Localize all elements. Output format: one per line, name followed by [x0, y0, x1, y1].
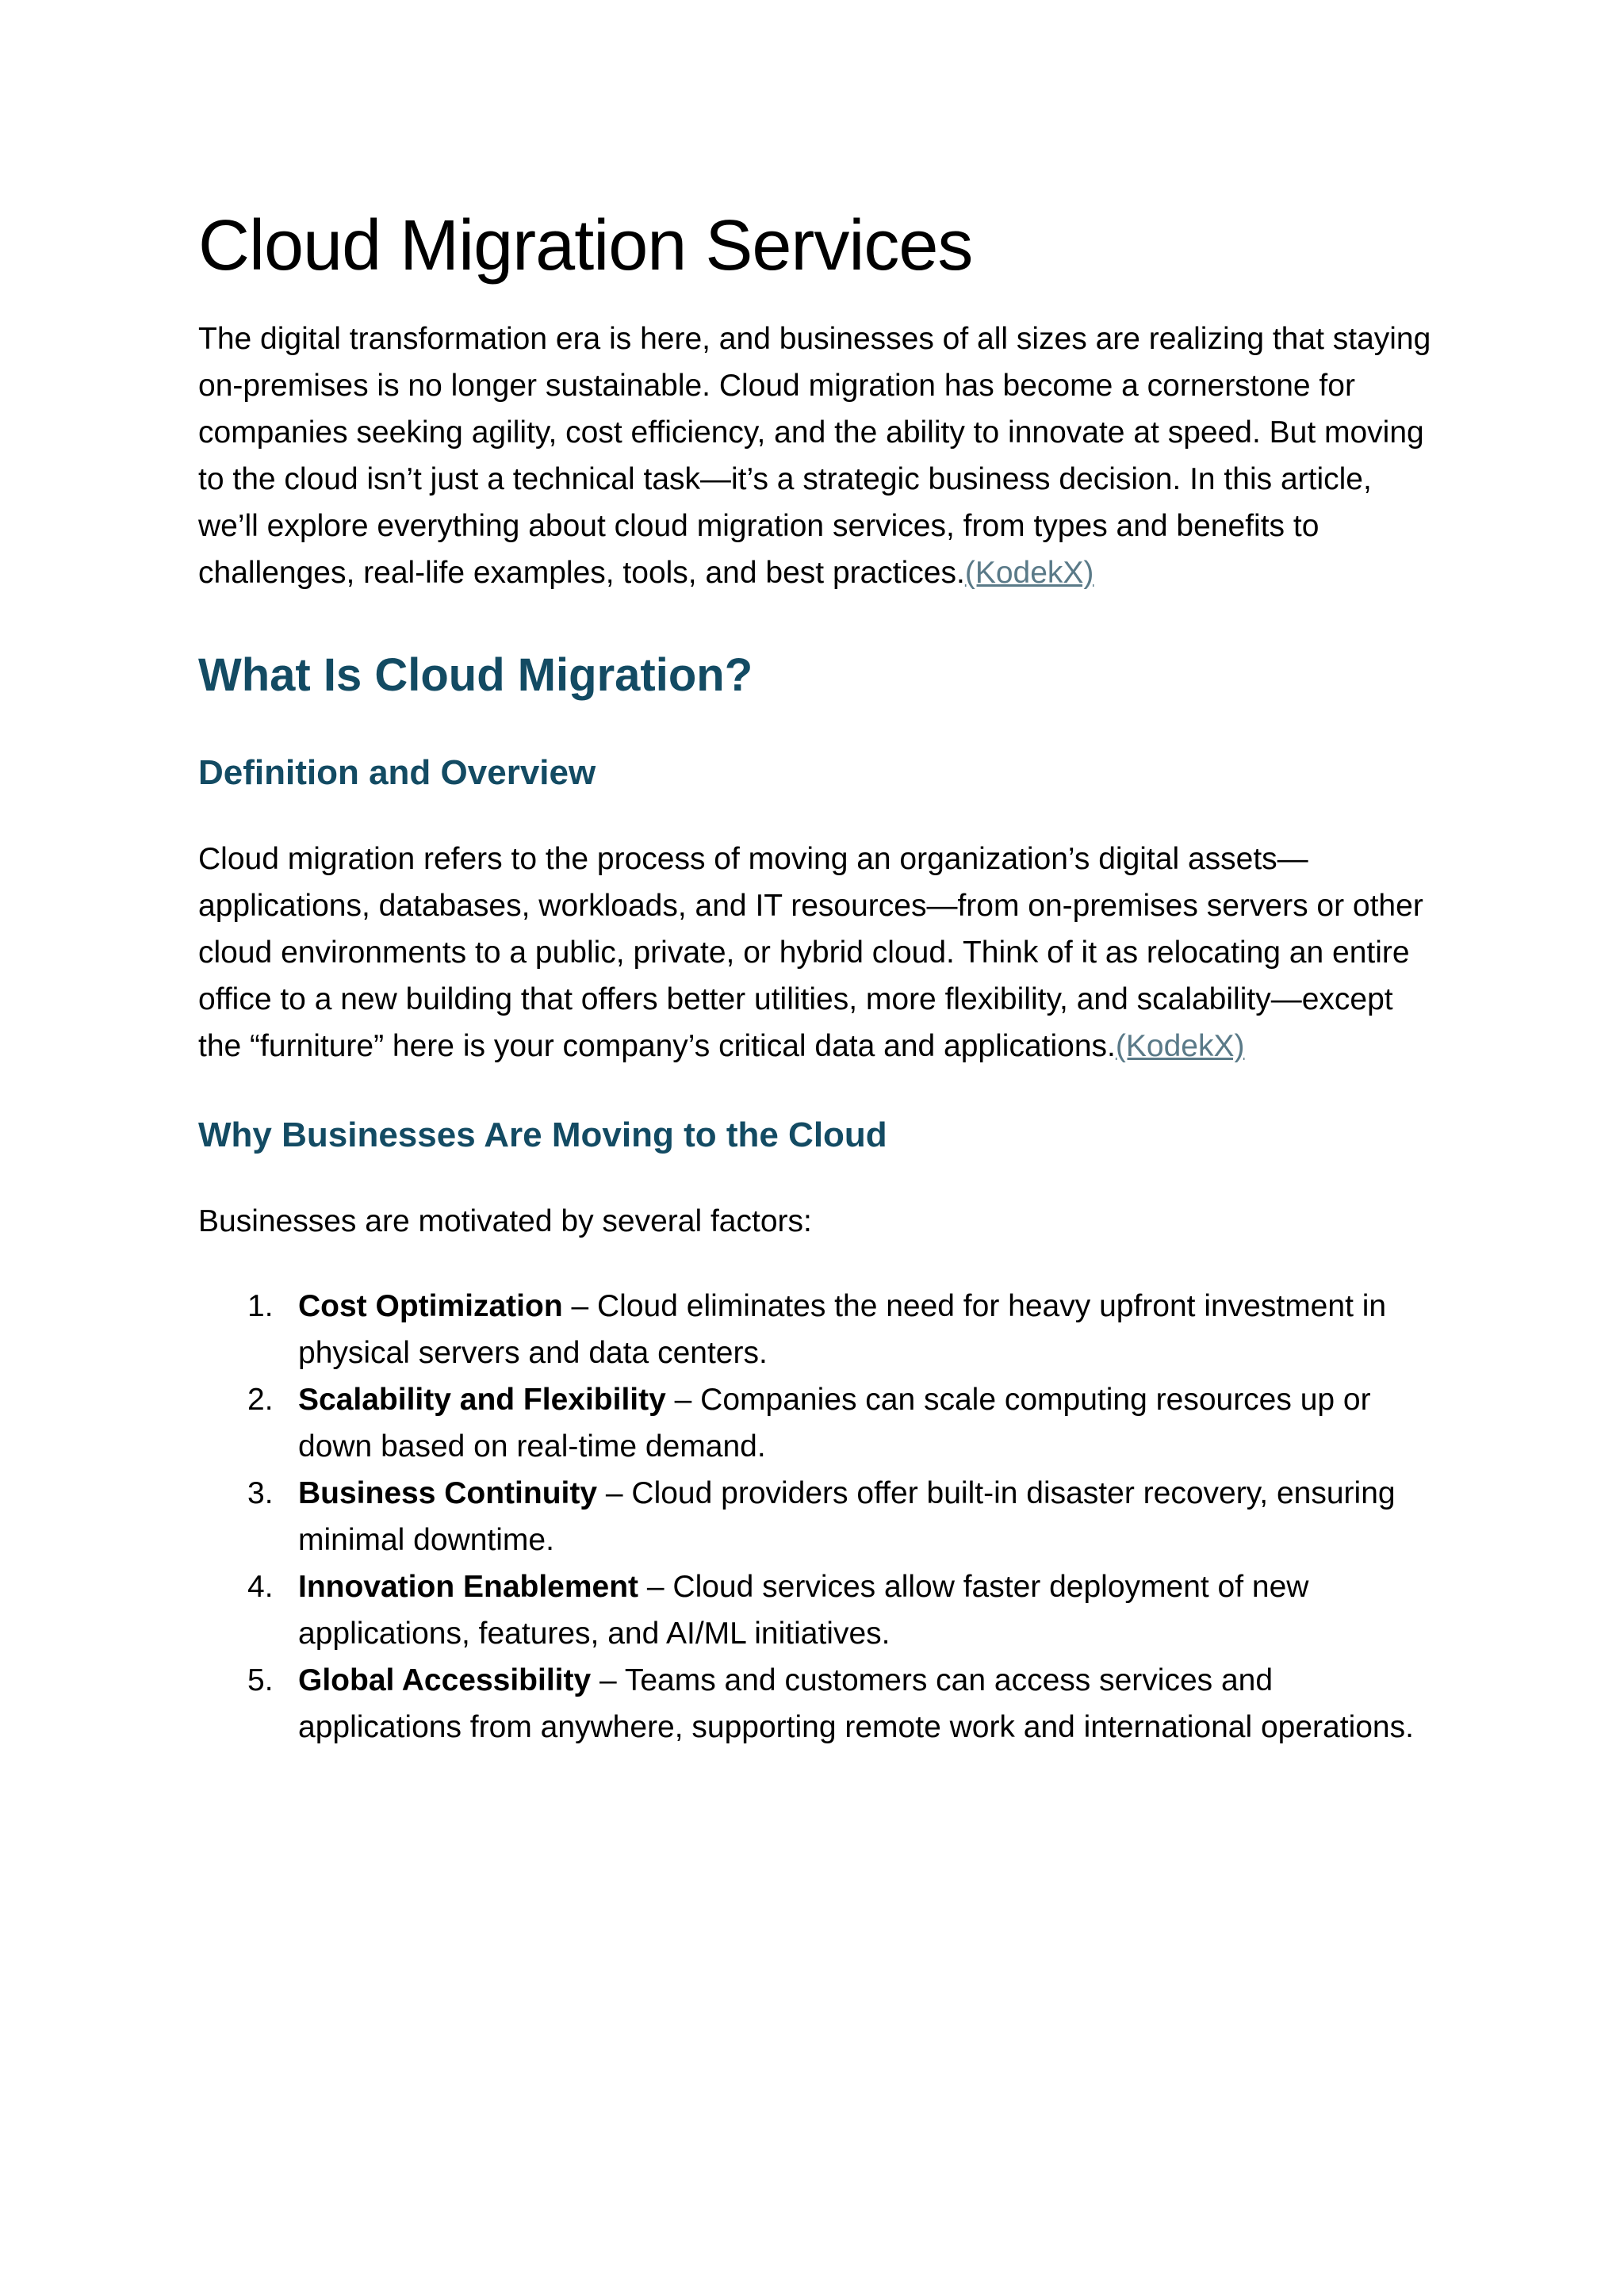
list-item — [198, 1283, 1435, 1376]
definition-source-link[interactable]: (KodekX) — [1115, 1029, 1245, 1063]
why-lead-paragraph: Businesses are motivated by several factors: — [198, 1204, 812, 1238]
intro-paragraph — [198, 316, 1435, 596]
list-item-desc: – Teams and customers can access services and applications from anywhere, supporting remote work and international operations. — [298, 1663, 1414, 1744]
list-item — [198, 1376, 1435, 1470]
list-item-title: Global Accessibility — [298, 1663, 592, 1697]
list-item-desc: – Cloud providers offer built-in disaster recovery, ensuring minimal downtime. — [298, 1476, 1396, 1557]
list-item-number: 1. — [247, 1289, 274, 1323]
list-item-title: Scalability and Flexibility — [298, 1383, 666, 1417]
list-item-desc: – Cloud services allow faster deployment of new applications, features, and AI/ML initiatives. — [298, 1570, 1309, 1651]
factor-list — [198, 1283, 1435, 1751]
definition-text: Cloud migration refers to the process of moving an organization’s digital assets—applications, databases, workloads, and IT resources—from on-premises servers or other cloud environments to a public, private, or hybrid cloud. Think of it as relocating an entire office to a new building that offers better utilities, more flexibility, and scalability—except the “furniture” here is your company’s critical data and applications. — [198, 842, 1423, 1063]
list-item-number: 4. — [247, 1570, 274, 1604]
intro-source-link[interactable]: (KodekX) — [964, 556, 1094, 590]
list-item — [198, 1657, 1435, 1751]
list-item-title: Cost Optimization — [298, 1289, 563, 1323]
list-item — [198, 1563, 1435, 1657]
list-item-desc: – Companies can scale computing resources up or down based on real-time demand. — [298, 1383, 1371, 1464]
list-item-title: Innovation Enablement — [298, 1570, 639, 1604]
document-content — [198, 198, 1435, 1751]
list-item-number: 2. — [247, 1383, 274, 1417]
definition-paragraph — [198, 836, 1435, 1070]
page-title: Cloud Migration Services — [198, 206, 973, 285]
list-item-number: 3. — [247, 1476, 274, 1510]
list-item-desc: – Cloud eliminates the need for heavy upfront investment in physical servers and data centers. — [298, 1289, 1387, 1370]
intro-text: The digital transformation era is here, and businesses of all sizes are realizing that staying on-premises is no longer sustainable. Cloud migration has become a cornerstone for companies seeking agility, cost efficiency, and the ability to innovate at speed. But moving to the cloud isn’t just a technical task—it’s a strategic business decision. In this article, we’ll explore everything about cloud migration services, from types and benefits to challenges, real-life examples, tools, and best practices. — [198, 322, 1431, 590]
subheading-why-businesses: Why Businesses Are Moving to the Cloud — [198, 1115, 887, 1154]
list-item — [198, 1470, 1435, 1563]
list-item-number: 5. — [247, 1663, 274, 1697]
subheading-definition: Definition and Overview — [198, 753, 596, 792]
list-item-title: Business Continuity — [298, 1476, 598, 1510]
section-heading-what-is-cloud-migration: What Is Cloud Migration? — [198, 649, 753, 701]
